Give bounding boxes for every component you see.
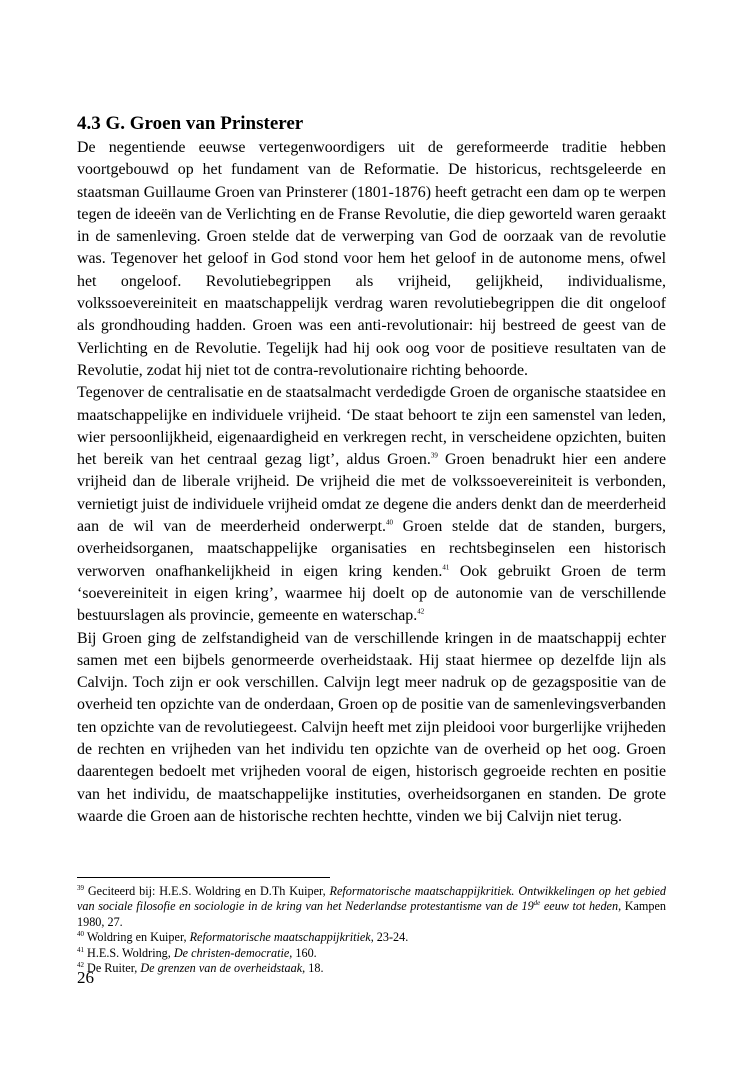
- footnote-40: [77, 930, 666, 945]
- footnote-text: De Ruiter,: [84, 961, 141, 976]
- footnote-ref-39: 39: [430, 451, 438, 460]
- footnote-title: Reformatorische maatschappijkritiek. Ontwikkelingen op het gebied van sociale filosofie en sociologie in de kring van het Nederlandse protestantisme van de 19: [77, 884, 666, 914]
- footnote-title-continued: eeuw tot heden: [540, 899, 619, 914]
- footnote-text-end: , 160.: [289, 945, 317, 960]
- footnote-42: [77, 961, 666, 976]
- page-number: 26: [77, 968, 94, 987]
- footnote-text: Geciteerd bij: H.E.S. Woldring en D.Th Kuiper,: [84, 884, 330, 898]
- footnote-text-end: , 18.: [302, 961, 324, 976]
- paragraph-2-text-c: Groen stelde dat de standen, burgers, overheidsorganen, maatschappelijke organisaties en rechtsbeginselen een historisch verworven onafhankelijkheid in eigen kring kenden.: [77, 518, 666, 580]
- footnote-text: Woldring en Kuiper,: [84, 930, 190, 945]
- footnote-ref-40: 40: [386, 518, 393, 527]
- paragraph-2-text-a: Tegenover de centralisatie en de staatsalmacht verdedigde Groen de organische staatsidee en maatschappelijke en individuele vrijheid. ‘De staat behoort te zijn een samenstel van leden, wier persoonlijkheid, eigenaardigheid en verkregen recht, in verscheidene opzichten, buiten het bereik van het centraal gezag ligt’, aldus Groen.: [77, 384, 666, 469]
- footnote-number: 39: [77, 883, 84, 892]
- paragraph-2-text-d: Ook gebruikt Groen de term ‘soevereiniteit in eigen kring’, waarmee hij doelt op de autonomie van de verschillende bestuurslagen als provincie, gemeente en waterschap.: [77, 562, 666, 625]
- footnote-41: [77, 946, 666, 961]
- footnote-ref-42: 42: [417, 607, 425, 616]
- footnote-divider: [77, 877, 330, 878]
- footnote-39: [77, 884, 666, 930]
- paragraph-2-text-b: Groen benadrukt hier een andere vrijheid dan de liberale vrijheid. De vrijheid die met de volkssoevereiniteit is verbonden, vernietigt juist de individuele vrijheid omdat ze degene die anders denkt dan de meerderheid aan de wil van de meerderheid onderwerpt.: [77, 451, 666, 536]
- footnote-ref-41: 41: [442, 563, 450, 572]
- footnote-title: De grenzen van de overheidstaak: [140, 961, 303, 976]
- footnote-number: 40: [77, 930, 84, 939]
- footnote-number: 41: [77, 945, 84, 954]
- footnote-text-end: , 23-24.: [370, 930, 409, 945]
- footnote-title: Reformatorische maatschappijkritiek: [189, 930, 371, 945]
- footnote-text-end: , Kampen 1980, 27.: [77, 899, 666, 929]
- section-heading: 4.3 G. Groen van Prinsterer: [77, 113, 304, 134]
- footnote-title: De christen-democratie: [173, 945, 290, 960]
- paragraph-2: [77, 382, 666, 627]
- footnotes: [77, 884, 666, 976]
- paragraph-3: Bij Groen ging de zelfstandigheid van de verschillende kringen in de maatschappij echter samen met een bijbels genormeerde overheidstaak. Hij staat hiermee op dezelfde lijn als Calvijn. Toch zijn er ook verschillen. Calvijn legt meer nadruk op de gezagspositie van de overheid ten opzichte van de onderdaan, Groen op de positie van de samenlevingsverbanden ten opzichte van de revolutiegeest. Calvijn heeft met zijn pleidooi voor burgerlijke vrijheden de rechten en vrijheden van het individu ten opzichte van de overheid op het oog. Groen daarentegen bedoelt met vrijheden vooral de eigen, historisch gegroeide rechten en positie van het individu, de maatschappelijke instituties, overheidsorganen en standen. De grote waarde die Groen aan de historische rechten hechtte, vinden we bij Calvijn niet terug.: [77, 629, 666, 825]
- footnote-text: H.E.S. Woldring,: [84, 945, 174, 960]
- footnote-title-superscript: de: [533, 899, 541, 908]
- footnote-number: 42: [77, 960, 84, 969]
- paragraph-1: De negentiende eeuwse vertegenwoordigers uit de gereformeerde traditie hebben voortgebouwd op het fundament van de Reformatie. De historicus, rechtsgeleerde en staatsman Guillaume Groen van Prinsterer (1801-1876) heeft getracht een dam op te werpen tegen de ideeën van de Verlichting en de Franse Revolutie, die diep geworteld waren geraakt in de samenleving. Groen stelde dat de verwerping van God de oorzaak van de revolutie was. Tegenover het geloof in God stond voor hem het geloof in de autonome mens, ofwel het ongeloof. Revolutiebegrippen als vrijheid, gelijkheid, individualisme, volkssoevereiniteit en maatschappelijk verdrag waren revolutiebegrippen die dit ongeloof als grondhouding hadden. Groen was een anti-revolutionair: hij bestreed de geest van de Verlichting en de Revolutie. Tegelijk had hij ook oog voor de positieve resultaten van de Revolutie, zodat hij niet tot de contra-revolutionaire richting behoorde.: [77, 139, 666, 379]
- document-body: [77, 112, 666, 828]
